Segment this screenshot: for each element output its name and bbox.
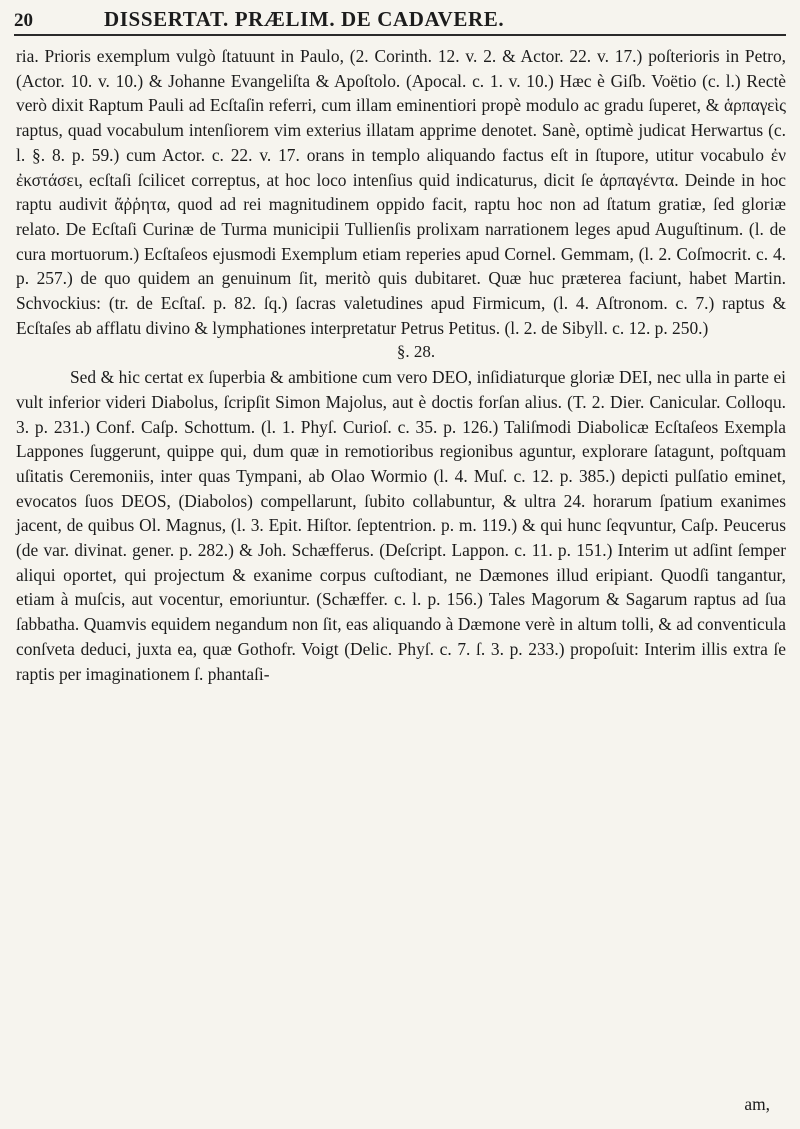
running-head [14,4,786,36]
paragraph: Sed & hic certat ex ſuperbia & ambitione cum vero DEO, inſidiaturque gloriæ DEI, nec ulla in parte ei vult inferior videri Diabolus, ſcripſit Simon Majolus, aut è doctis forſan alius. (T. 2. Dier. Canicular. Colloqu. 3. p. 231.) Conf. Caſp. Schottum. (l. 1. Phyſ. Curioſ. c. 35. p. 126.) Taliſmodi Diabolicæ Ecſtaſeos Exempla Lappones ſuggerunt, quippe qui, dum quæ in remotioribus regionibus aguntur, explorare ſatagunt, poſtquam uſitatis Ceremoniis, inter quas Tympani, ab Olao Wormio (l. 4. Muſ. c. 12. p. 385.) depicti pulſatio eminet, evocatos ſuos DEOS, (Diabolos) compellarunt, ſubito collabuntur, & ultra 24. horarum ſpatium exanimes jacent, de quibus Ol. Magnus, (l. 3. Epit. Hiſtor. ſeptentrion. p. m. 119.) & qui hunc ſeqvuntur, Caſp. Peucerus (de var. divinat. gener. p. 282.) & Joh. Schæfferus. (Deſcript. Lappon. c. 11. p. 151.) Interim ut adſint ſemper aliqui oportet, qui projectum & exanime corpus cuſtodiant, ne Dæmones illud eripiant. Quodſi tangantur, etiam à muſcis, aut vocentur, emoriuntur. (Schæffer. c. l. p. 156.) Tales Magorum & Sagarum raptus ad ſua ſabbatha. Quamvis equidem negandum non ſit, eas aliquando à Dæmone verè in altum tolli, & ad conventicula conſveta deduci, juxta ea, quæ Gothofr. Voigt (Delic. Phyſ. c. 7. ſ. 3. p. 233.) propoſuit: Interim illis extra ſe raptis per imaginationem ſ. phantaſi- [16,367,786,684]
paragraph: ria. Prioris exemplum vulgò ſtatuunt in Paulo, (2. Corinth. 12. v. 2. & Actor. 22. v. 17.) poſterioris in Petro, (Actor. 10. v. 10.) & Johanne Evangeliſta & Apoſtolo. (Apocal. c. 1. v. 10.) Hæc è Giſb. Voëtio (c. l.) Rectè verò dixit Raptum Pauli ad Ecſtaſin referri, cum illam eminentiori propè modulo ac gradu ſuperet, & ἁρπαγεὶς raptus, quad vocabulum intenſiorem vim exterius illatam apprime denotet. Sanè, optimè judicat Herwartus (c. l. §. 8. p. 59.) cum Actor. c. 22. v. 17. orans in templo aliquando factus eſt in ſtupore, utitur vocabulo ἐν ἐκστάσει, ecſtaſi ſcilicet correptus, at hoc loco intenſius quid indicaturus, dicit ſe ἁρπαγέντα. Deinde in hoc raptu audivit ἄῤῥητα, quod ad rei magnitudinem oppido facit, raptu hoc non ad ſtatum gratiæ, ſed gloriæ relato. De Ecſtaſi Curinæ de Turma municipii Tullienſis prolixam narrationem leges apud Auguſtinum. (l. de cura mortuorum.) Ecſtaſeos ejusmodi Exemplum etiam reperies apud Cornel. Gemmam, (l. 2. Coſmocrit. c. 4. p. 257.) de quo quidem an genuinum ſit, meritò quis dubitaret. Quæ huc præterea faciunt, habet Martin. Schvockius: (tr. de Ecſtaſ. p. 82. ſq.) ſacras valetudines apud Firmicum, (l. 4. Aſtronom. c. 7.) raptus & Ecſtaſes ab afflatu divino & lymphationes interpretatur Petrus Petitus. (l. 2. de Sibyll. c. 12. p. 250.) [16,46,786,338]
running-title: DISSERTAT. PRÆLIM. DE CADAVERE. [104,7,505,31]
page-number: 20 [14,10,33,31]
body-text [16,44,786,686]
catchword: am, [744,1094,770,1114]
section-marker: §. 28. [396,342,436,362]
